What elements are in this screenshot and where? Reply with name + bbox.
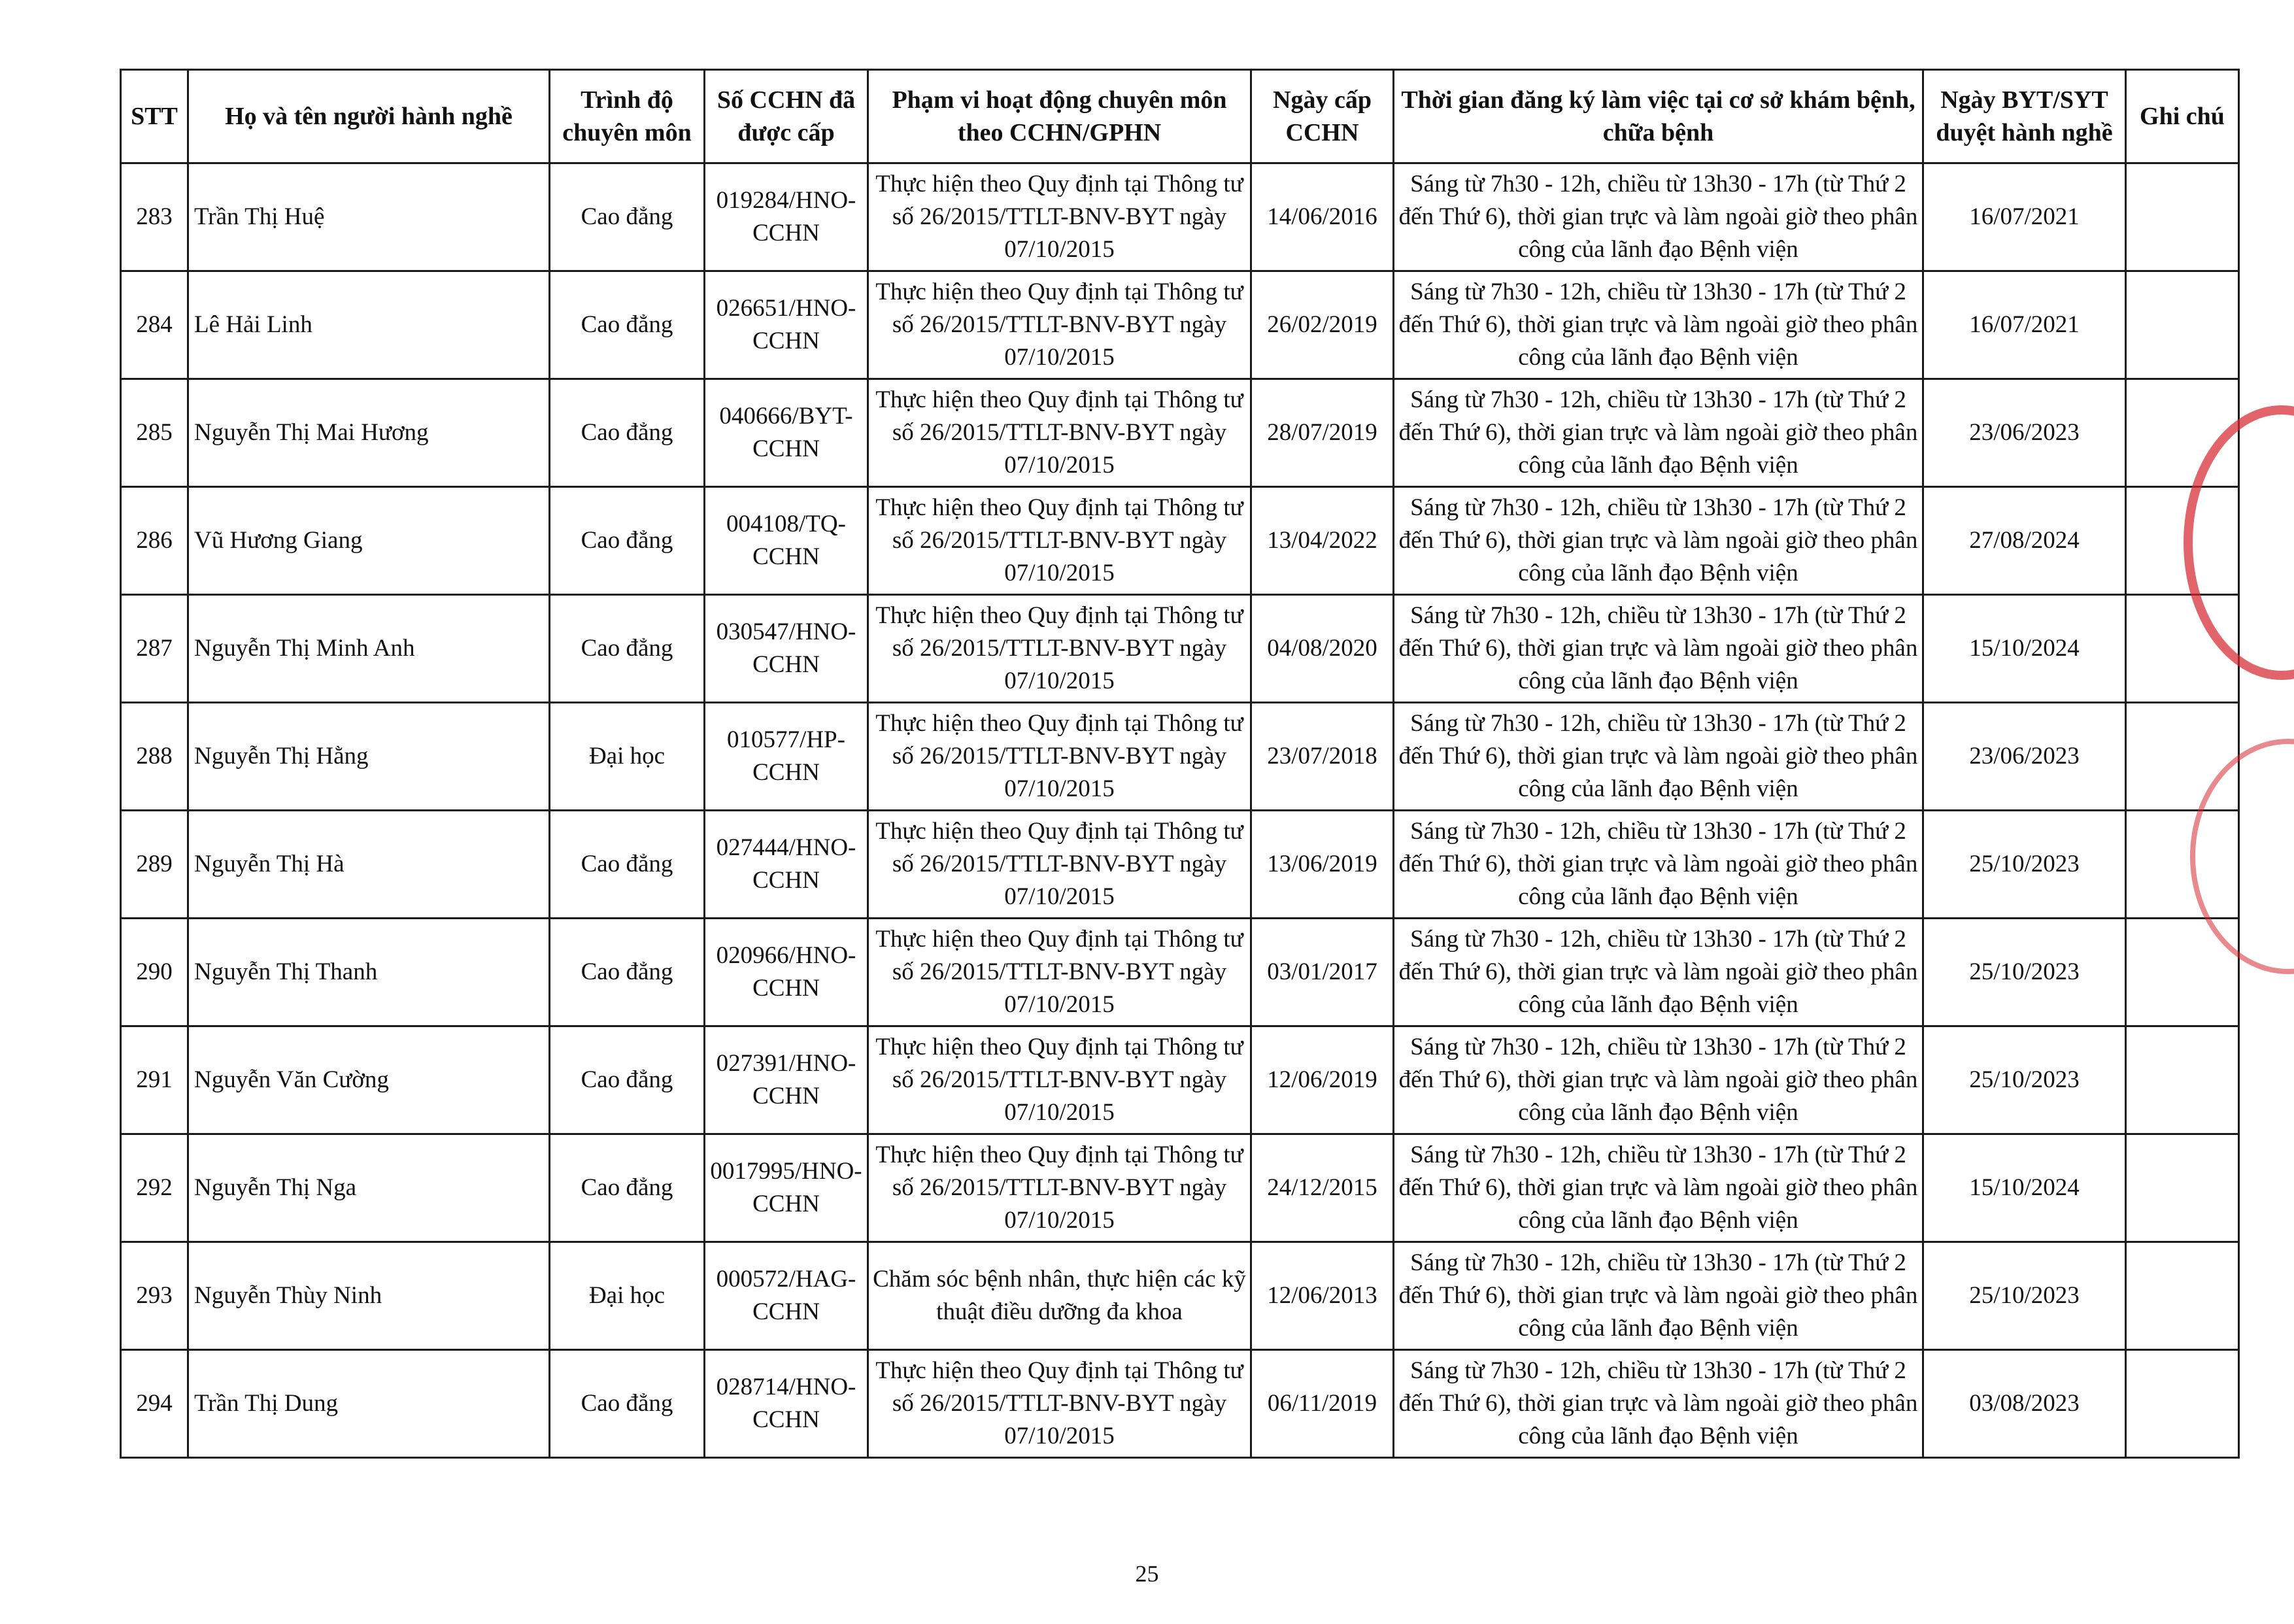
cell-level: Cao đẳng — [550, 1350, 705, 1458]
page-number: 25 — [1135, 1561, 1159, 1587]
cell-name: Lê Hải Linh — [188, 271, 550, 379]
cell-name: Nguyễn Thị Mai Hương — [188, 379, 550, 487]
cell-approval-date: 25/10/2023 — [1923, 1242, 2126, 1350]
cell-cert-no: 027391/HNO-CCHN — [705, 1026, 868, 1134]
cell-cert-no: 019284/HNO-CCHN — [705, 163, 868, 271]
table-row — [121, 379, 2239, 487]
cell-scope: Thực hiện theo Quy định tại Thông tư số 26/2015/TTLT-BNV-BYT ngày 07/10/2015 — [868, 595, 1251, 703]
cell-note — [2126, 1026, 2239, 1134]
cell-level: Cao đẳng — [550, 1134, 705, 1242]
cell-work-time: Sáng từ 7h30 - 12h, chiều từ 13h30 - 17h (từ Thứ 2 đến Thứ 6), thời gian trực và làm ngoài giờ theo phân công của lãnh đạo Bệnh viện — [1394, 1026, 1923, 1134]
cell-approval-date: 03/08/2023 — [1923, 1350, 2126, 1458]
cell-name: Nguyễn Văn Cường — [188, 1026, 550, 1134]
cell-issue-date: 03/01/2017 — [1251, 919, 1394, 1026]
header-level: Trình độ chuyên môn — [550, 70, 705, 163]
cell-scope: Thực hiện theo Quy định tại Thông tư số 26/2015/TTLT-BNV-BYT ngày 07/10/2015 — [868, 919, 1251, 1026]
cell-issue-date: 12/06/2013 — [1251, 1242, 1394, 1350]
cell-name: Nguyễn Thị Nga — [188, 1134, 550, 1242]
cell-stt: 291 — [121, 1026, 188, 1134]
table-row — [121, 271, 2239, 379]
cell-scope: Thực hiện theo Quy định tại Thông tư số 26/2015/TTLT-BNV-BYT ngày 07/10/2015 — [868, 163, 1251, 271]
cell-cert-no: 030547/HNO-CCHN — [705, 595, 868, 703]
cell-note — [2126, 271, 2239, 379]
cell-stt: 287 — [121, 595, 188, 703]
cell-cert-no: 0017995/HNO-CCHN — [705, 1134, 868, 1242]
cell-name: Nguyễn Thùy Ninh — [188, 1242, 550, 1350]
cell-scope: Thực hiện theo Quy định tại Thông tư số 26/2015/TTLT-BNV-BYT ngày 07/10/2015 — [868, 1134, 1251, 1242]
cell-work-time: Sáng từ 7h30 - 12h, chiều từ 13h30 - 17h (từ Thứ 2 đến Thứ 6), thời gian trực và làm ngoài giờ theo phân công của lãnh đạo Bệnh viện — [1394, 487, 1923, 595]
header-name: Họ và tên người hành nghề — [188, 70, 550, 163]
cell-scope: Thực hiện theo Quy định tại Thông tư số 26/2015/TTLT-BNV-BYT ngày 07/10/2015 — [868, 379, 1251, 487]
cell-issue-date: 06/11/2019 — [1251, 1350, 1394, 1458]
cell-stt: 292 — [121, 1134, 188, 1242]
practitioner-table — [120, 69, 2240, 1459]
cell-name: Nguyễn Thị Thanh — [188, 919, 550, 1026]
cell-level: Cao đẳng — [550, 1026, 705, 1134]
cell-work-time: Sáng từ 7h30 - 12h, chiều từ 13h30 - 17h (từ Thứ 2 đến Thứ 6), thời gian trực và làm ngoài giờ theo phân công của lãnh đạo Bệnh viện — [1394, 811, 1923, 919]
cell-scope: Thực hiện theo Quy định tại Thông tư số 26/2015/TTLT-BNV-BYT ngày 07/10/2015 — [868, 271, 1251, 379]
table-row — [121, 595, 2239, 703]
cell-work-time: Sáng từ 7h30 - 12h, chiều từ 13h30 - 17h (từ Thứ 2 đến Thứ 6), thời gian trực và làm ngoài giờ theo phân công của lãnh đạo Bệnh viện — [1394, 919, 1923, 1026]
cell-work-time: Sáng từ 7h30 - 12h, chiều từ 13h30 - 17h (từ Thứ 2 đến Thứ 6), thời gian trực và làm ngoài giờ theo phân công của lãnh đạo Bệnh viện — [1394, 271, 1923, 379]
table-body — [121, 163, 2239, 1458]
header-cert-no: Số CCHN đã được cấp — [705, 70, 868, 163]
cell-approval-date: 25/10/2023 — [1923, 1026, 2126, 1134]
table-row — [121, 163, 2239, 271]
cell-stt: 289 — [121, 811, 188, 919]
header-scope: Phạm vi hoạt động chuyên môn theo CCHN/GPHN — [868, 70, 1251, 163]
cell-note — [2126, 1350, 2239, 1458]
cell-work-time: Sáng từ 7h30 - 12h, chiều từ 13h30 - 17h (từ Thứ 2 đến Thứ 6), thời gian trực và làm ngoài giờ theo phân công của lãnh đạo Bệnh viện — [1394, 595, 1923, 703]
header-approval-date: Ngày BYT/SYT duyệt hành nghề — [1923, 70, 2126, 163]
cell-level: Cao đẳng — [550, 487, 705, 595]
table-row — [121, 919, 2239, 1026]
cell-note — [2126, 1134, 2239, 1242]
table-row — [121, 1026, 2239, 1134]
cell-scope: Chăm sóc bệnh nhân, thực hiện các kỹ thuật điều dưỡng đa khoa — [868, 1242, 1251, 1350]
cell-work-time: Sáng từ 7h30 - 12h, chiều từ 13h30 - 17h (từ Thứ 2 đến Thứ 6), thời gian trực và làm ngoài giờ theo phân công của lãnh đạo Bệnh viện — [1394, 1134, 1923, 1242]
cell-scope: Thực hiện theo Quy định tại Thông tư số 26/2015/TTLT-BNV-BYT ngày 07/10/2015 — [868, 703, 1251, 811]
table-row — [121, 703, 2239, 811]
table-row — [121, 811, 2239, 919]
cell-work-time: Sáng từ 7h30 - 12h, chiều từ 13h30 - 17h (từ Thứ 2 đến Thứ 6), thời gian trực và làm ngoài giờ theo phân công của lãnh đạo Bệnh viện — [1394, 703, 1923, 811]
cell-scope: Thực hiện theo Quy định tại Thông tư số 26/2015/TTLT-BNV-BYT ngày 07/10/2015 — [868, 811, 1251, 919]
cell-stt: 283 — [121, 163, 188, 271]
cell-issue-date: 12/06/2019 — [1251, 1026, 1394, 1134]
cell-approval-date: 16/07/2021 — [1923, 271, 2126, 379]
cell-cert-no: 026651/HNO-CCHN — [705, 271, 868, 379]
cell-work-time: Sáng từ 7h30 - 12h, chiều từ 13h30 - 17h (từ Thứ 2 đến Thứ 6), thời gian trực và làm ngoài giờ theo phân công của lãnh đạo Bệnh viện — [1394, 1242, 1923, 1350]
cell-scope: Thực hiện theo Quy định tại Thông tư số 26/2015/TTLT-BNV-BYT ngày 07/10/2015 — [868, 487, 1251, 595]
cell-issue-date: 23/07/2018 — [1251, 703, 1394, 811]
cell-stt: 285 — [121, 379, 188, 487]
cell-cert-no: 028714/HNO-CCHN — [705, 1350, 868, 1458]
cell-name: Trần Thị Dung — [188, 1350, 550, 1458]
table-row — [121, 1242, 2239, 1350]
cell-note — [2126, 1242, 2239, 1350]
cell-approval-date: 27/08/2024 — [1923, 487, 2126, 595]
cell-level: Cao đẳng — [550, 595, 705, 703]
cell-cert-no: 000572/HAG-CCHN — [705, 1242, 868, 1350]
cell-issue-date: 14/06/2016 — [1251, 163, 1394, 271]
table-row — [121, 1350, 2239, 1458]
cell-name: Nguyễn Thị Minh Anh — [188, 595, 550, 703]
table-header-row — [121, 70, 2239, 163]
cell-issue-date: 26/02/2019 — [1251, 271, 1394, 379]
cell-stt: 290 — [121, 919, 188, 1026]
cell-cert-no: 027444/HNO-CCHN — [705, 811, 868, 919]
cell-issue-date: 24/12/2015 — [1251, 1134, 1394, 1242]
cell-name: Vũ Hương Giang — [188, 487, 550, 595]
cell-stt: 294 — [121, 1350, 188, 1458]
cell-issue-date: 13/04/2022 — [1251, 487, 1394, 595]
cell-issue-date: 13/06/2019 — [1251, 811, 1394, 919]
cell-name: Nguyễn Thị Hà — [188, 811, 550, 919]
cell-scope: Thực hiện theo Quy định tại Thông tư số 26/2015/TTLT-BNV-BYT ngày 07/10/2015 — [868, 1026, 1251, 1134]
table-row — [121, 487, 2239, 595]
cell-level: Đại học — [550, 703, 705, 811]
cell-work-time: Sáng từ 7h30 - 12h, chiều từ 13h30 - 17h (từ Thứ 2 đến Thứ 6), thời gian trực và làm ngoài giờ theo phân công của lãnh đạo Bệnh viện — [1394, 1350, 1923, 1458]
cell-stt: 284 — [121, 271, 188, 379]
cell-approval-date: 15/10/2024 — [1923, 595, 2126, 703]
header-stt: STT — [121, 70, 188, 163]
cell-cert-no: 040666/BYT-CCHN — [705, 379, 868, 487]
cell-approval-date: 16/07/2021 — [1923, 163, 2126, 271]
cell-cert-no: 004108/TQ-CCHN — [705, 487, 868, 595]
header-work-time: Thời gian đăng ký làm việc tại cơ sở khám bệnh, chữa bệnh — [1394, 70, 1923, 163]
cell-stt: 286 — [121, 487, 188, 595]
cell-approval-date: 25/10/2023 — [1923, 811, 2126, 919]
header-note: Ghi chú — [2126, 70, 2239, 163]
cell-level: Cao đẳng — [550, 919, 705, 1026]
cell-work-time: Sáng từ 7h30 - 12h, chiều từ 13h30 - 17h (từ Thứ 2 đến Thứ 6), thời gian trực và làm ngoài giờ theo phân công của lãnh đạo Bệnh viện — [1394, 379, 1923, 487]
table-row — [121, 1134, 2239, 1242]
cell-issue-date: 04/08/2020 — [1251, 595, 1394, 703]
cell-cert-no: 010577/HP-CCHN — [705, 703, 868, 811]
cell-cert-no: 020966/HNO-CCHN — [705, 919, 868, 1026]
cell-level: Cao đẳng — [550, 811, 705, 919]
cell-note — [2126, 163, 2239, 271]
cell-level: Đại học — [550, 1242, 705, 1350]
cell-name: Trần Thị Huệ — [188, 163, 550, 271]
cell-name: Nguyễn Thị Hằng — [188, 703, 550, 811]
cell-level: Cao đẳng — [550, 271, 705, 379]
cell-level: Cao đẳng — [550, 379, 705, 487]
cell-approval-date: 23/06/2023 — [1923, 703, 2126, 811]
cell-approval-date: 23/06/2023 — [1923, 379, 2126, 487]
cell-issue-date: 28/07/2019 — [1251, 379, 1394, 487]
cell-approval-date: 15/10/2024 — [1923, 1134, 2126, 1242]
cell-approval-date: 25/10/2023 — [1923, 919, 2126, 1026]
header-issue-date: Ngày cấp CCHN — [1251, 70, 1394, 163]
cell-stt: 293 — [121, 1242, 188, 1350]
cell-work-time: Sáng từ 7h30 - 12h, chiều từ 13h30 - 17h (từ Thứ 2 đến Thứ 6), thời gian trực và làm ngoài giờ theo phân công của lãnh đạo Bệnh viện — [1394, 163, 1923, 271]
cell-scope: Thực hiện theo Quy định tại Thông tư số 26/2015/TTLT-BNV-BYT ngày 07/10/2015 — [868, 1350, 1251, 1458]
cell-level: Cao đẳng — [550, 163, 705, 271]
cell-stt: 288 — [121, 703, 188, 811]
